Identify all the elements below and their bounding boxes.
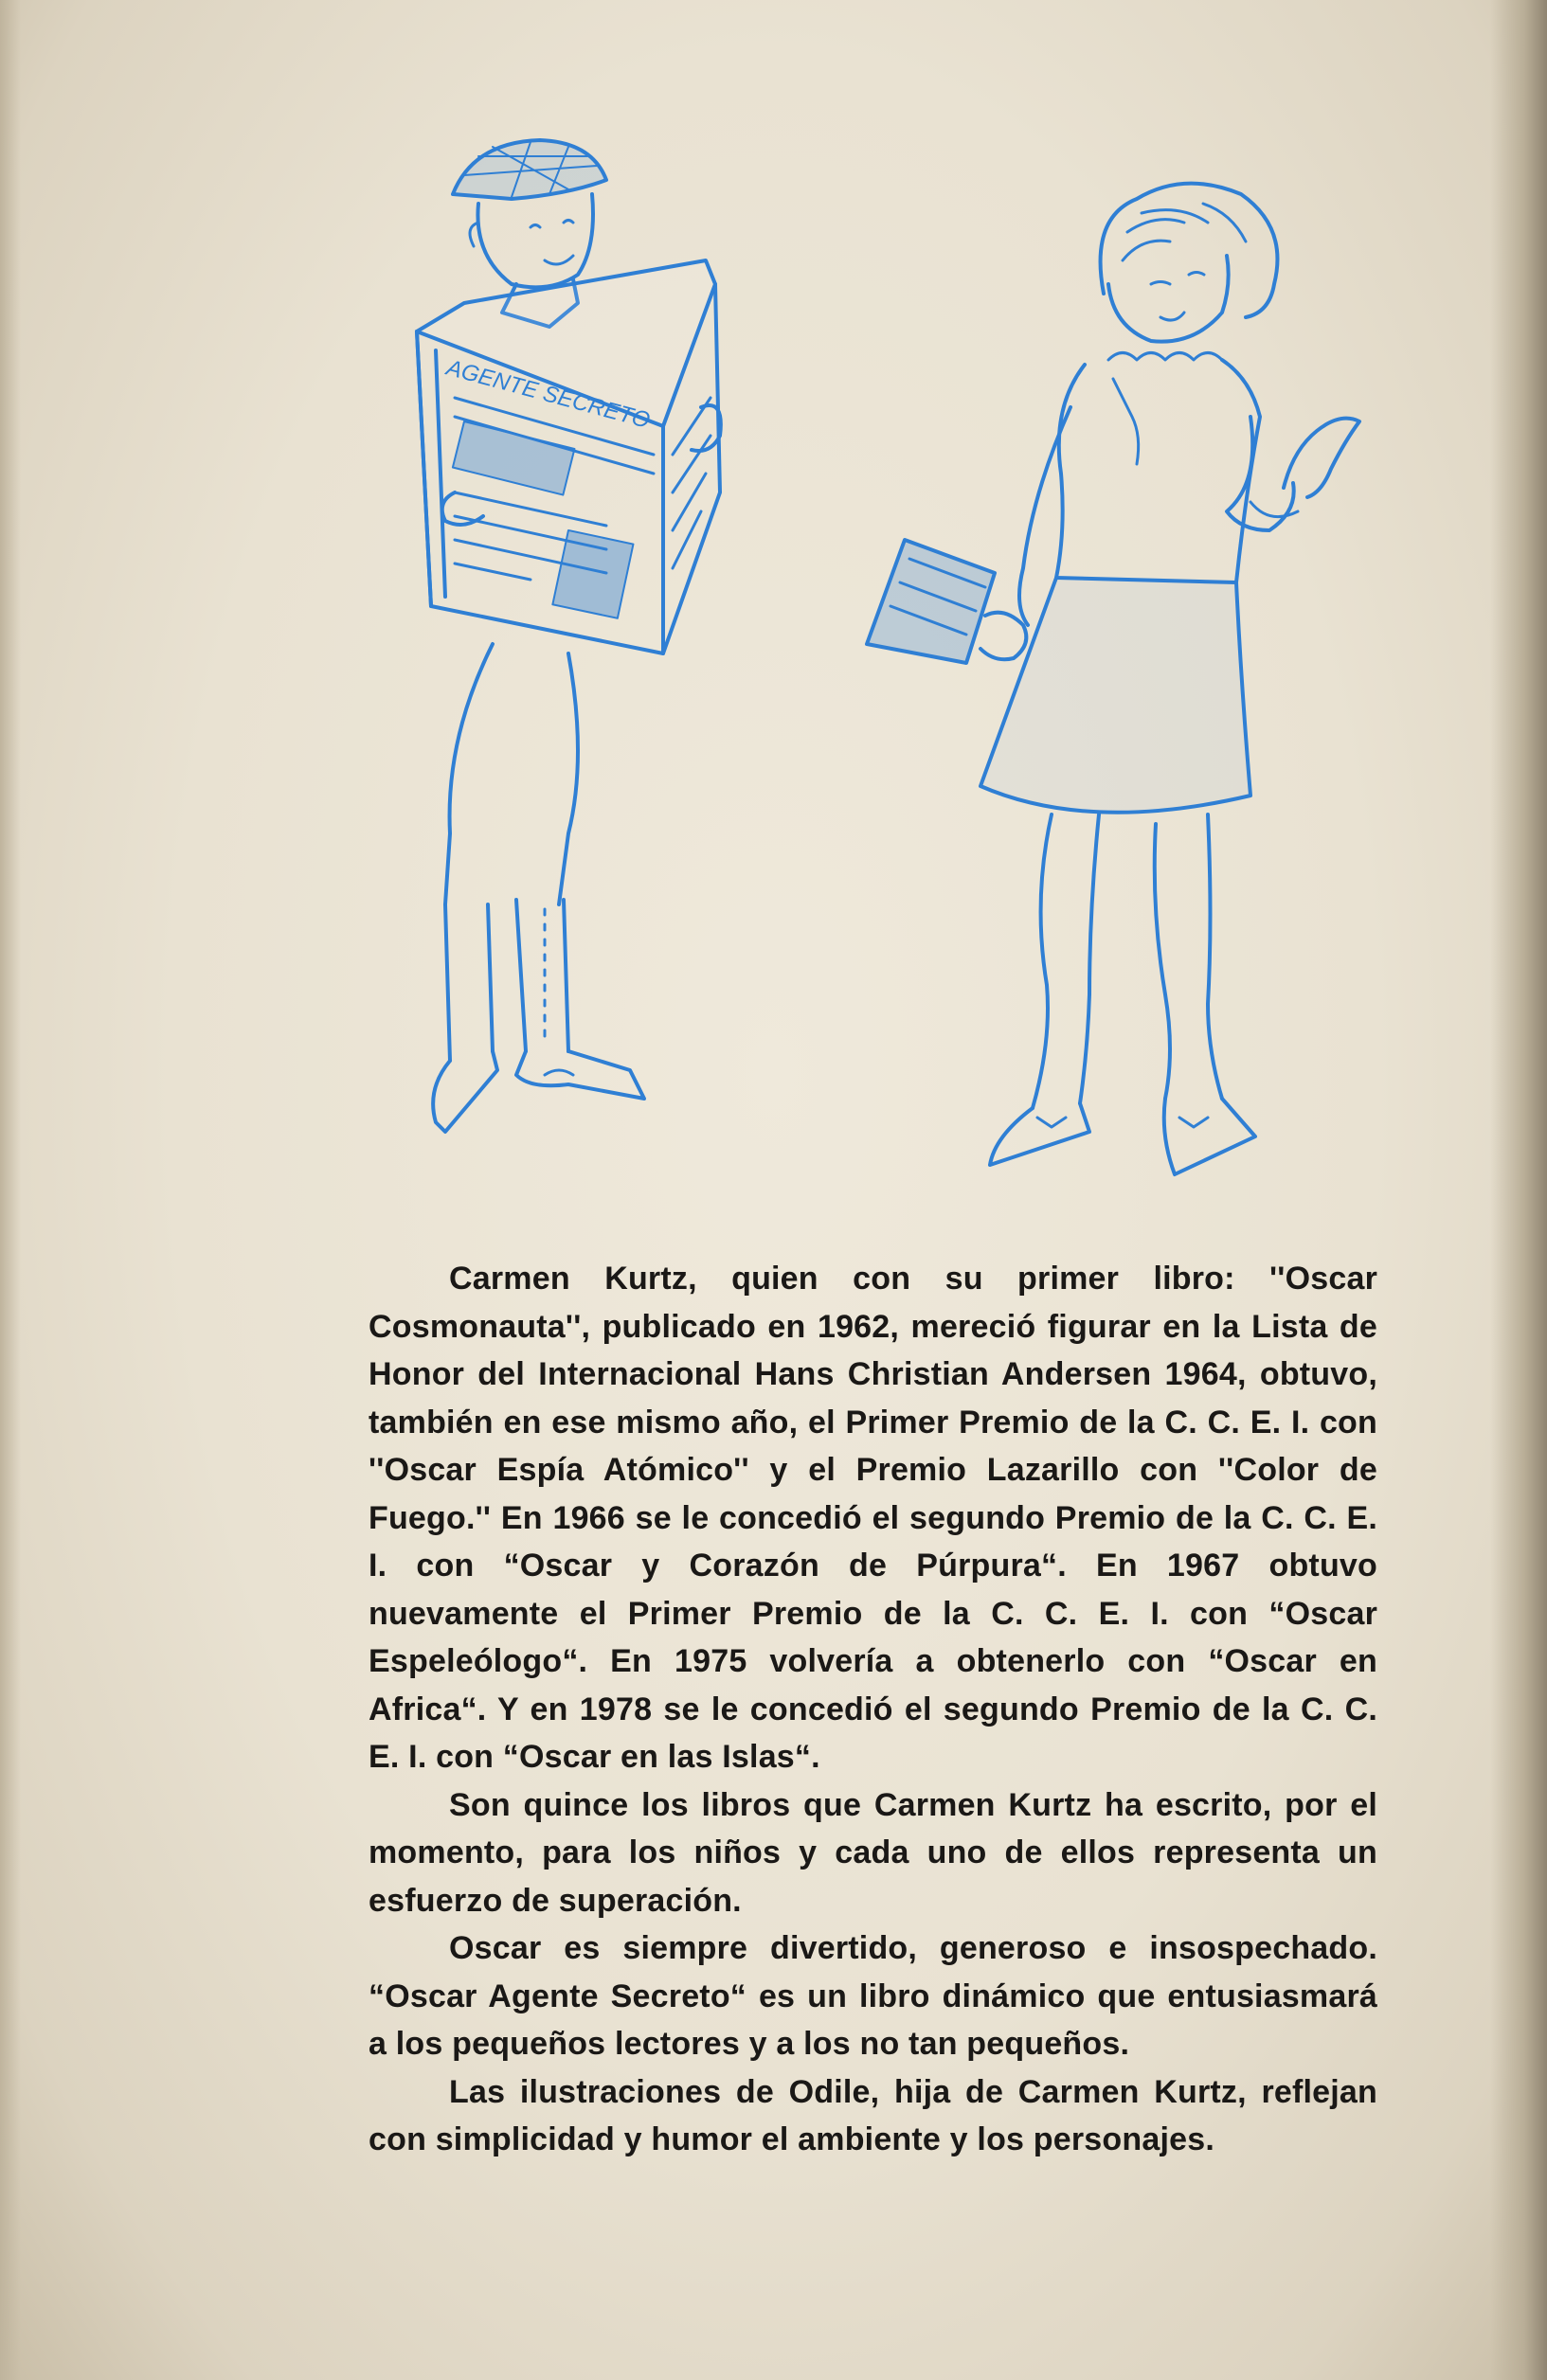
girl-blouse xyxy=(1056,360,1260,582)
boy-shoe-right xyxy=(516,1051,644,1099)
paragraph-books-count: Son quince los libros que Carmen Kurtz ha escrito, por el momento, para los niños y cada uno de ellos representa un esfuerzo de superación. xyxy=(369,1786,1377,1919)
booklet xyxy=(867,540,995,663)
boy-face xyxy=(477,194,593,287)
girl-figure xyxy=(867,184,1359,1174)
boy-figure xyxy=(417,140,721,1132)
synopsis-text xyxy=(369,1255,1377,2164)
girl-shoe-right xyxy=(1164,1099,1255,1174)
girl-face xyxy=(1108,256,1229,342)
newspaper-masthead: AGENTE SECRETO xyxy=(443,354,653,434)
boy-legs xyxy=(445,644,578,904)
girl-legs xyxy=(1033,814,1099,1108)
paragraph-illustrations: Las ilustraciones de Odile, hija de Carmen Kurtz, reflejan con simplicidad y humor el ambiente y los personajes. xyxy=(369,2073,1377,2157)
paragraph-oscar-description: Oscar es siempre divertido, generoso e insospechado. “Oscar Agente Secreto“ es un libro dinámico que entusiasmará a los pequeños lectores y a los no tan pequeños. xyxy=(369,1930,1377,2062)
boy-shoe-left xyxy=(433,1051,497,1132)
girl-hair xyxy=(1101,184,1278,317)
paragraph-author-awards: Carmen Kurtz, quien con su primer libro: ''Oscar Cosmonauta'', publicado en 1962, mereció figurar en la Lista de Honor del Internacional Hans Christian Andersen 1964, obtuvo, también en ese mismo año, el Primer Premio de la C. C. E. I. con ''Oscar Espía Atómico'' y el Premio Lazarillo con ''Color de Fuego.'' En 1966 se le concedió el segundo Premio de la C. C. E. I. con “Oscar y Corazón de Púrpura“. En 1967 obtuvo nuevamente el Primer Premio de la C. C. E. I. con “Oscar Espeleólogo“. En 1975 volvería a obtenerlo con “Oscar en Africa“. Y en 1978 se le concedió el segundo Premio de la C. C. E. I. con “Oscar en las Islas“. xyxy=(369,1261,1377,1775)
boy-cap xyxy=(453,140,606,199)
girl-shoe-left xyxy=(990,1103,1089,1165)
